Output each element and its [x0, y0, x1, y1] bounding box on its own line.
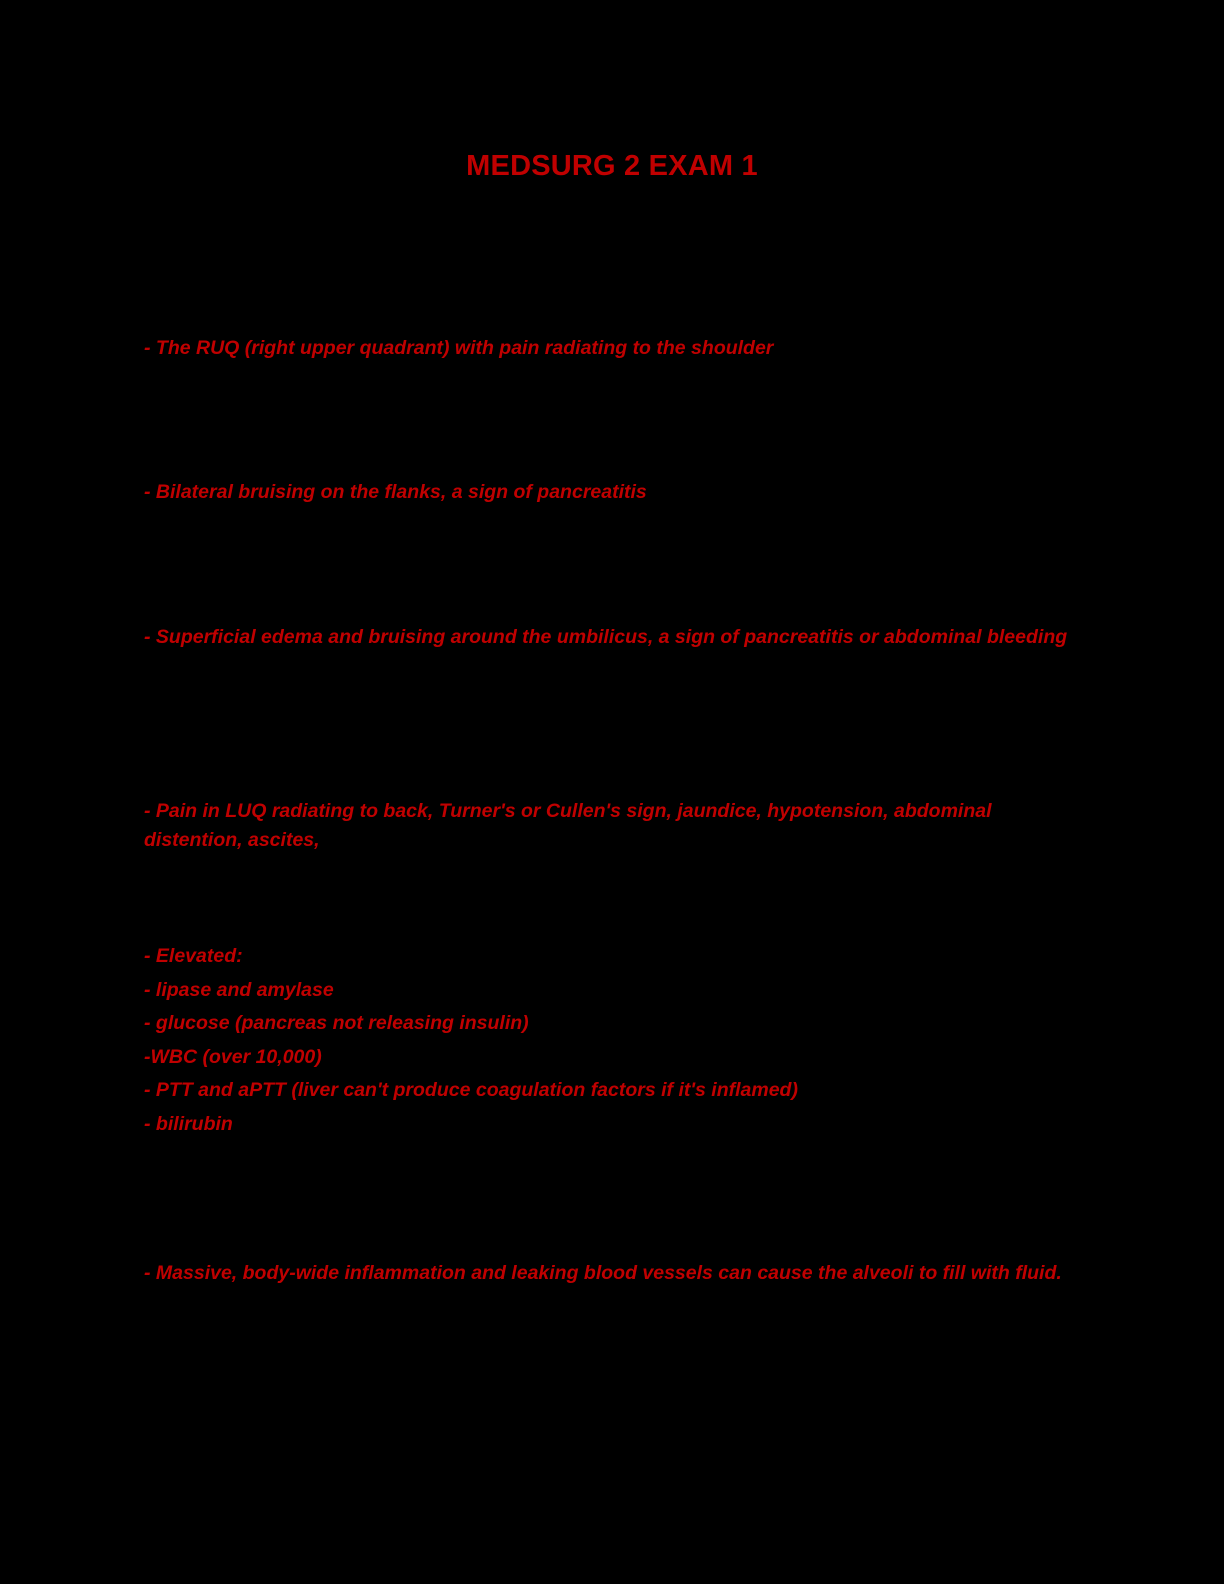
list-item: - lipase and amylase [144, 978, 334, 1001]
answer-line: - Bilateral bruising on the flanks, a sign of pancreatitis [144, 481, 647, 503]
list-item: - glucose (pancreas not releasing insulin) [144, 1012, 529, 1034]
answer-paragraph: - Pain in LUQ radiating to back, Turner's or Cullen's sign, jaundice, hypotension, abdominal distention, ascites, [144, 800, 992, 851]
list-item: - Elevated: [144, 945, 243, 967]
answer-paragraph: - Massive, body-wide inflammation and leaking blood vessels can cause the alveoli to fill with fluid. [144, 1262, 1062, 1284]
list-item: - bilirubin [144, 1112, 233, 1135]
list-item: -WBC (over 10,000) [144, 1045, 322, 1068]
answer-line: - The RUQ (right upper quadrant) with pain radiating to the shoulder [144, 337, 774, 359]
page-title: MEDSURG 2 EXAM 1 [466, 150, 758, 182]
answer-paragraph [144, 334, 1080, 363]
list-item: - PTT and aPTT (liver can't produce coagulation factors if it's inflamed) [144, 1079, 798, 1101]
answer-paragraph [144, 478, 1080, 507]
answer-paragraph: - Superficial edema and bruising around the umbilicus, a sign of pancreatitis or abdominal bleeding [144, 626, 1068, 648]
lab-values-list [144, 940, 1080, 1141]
